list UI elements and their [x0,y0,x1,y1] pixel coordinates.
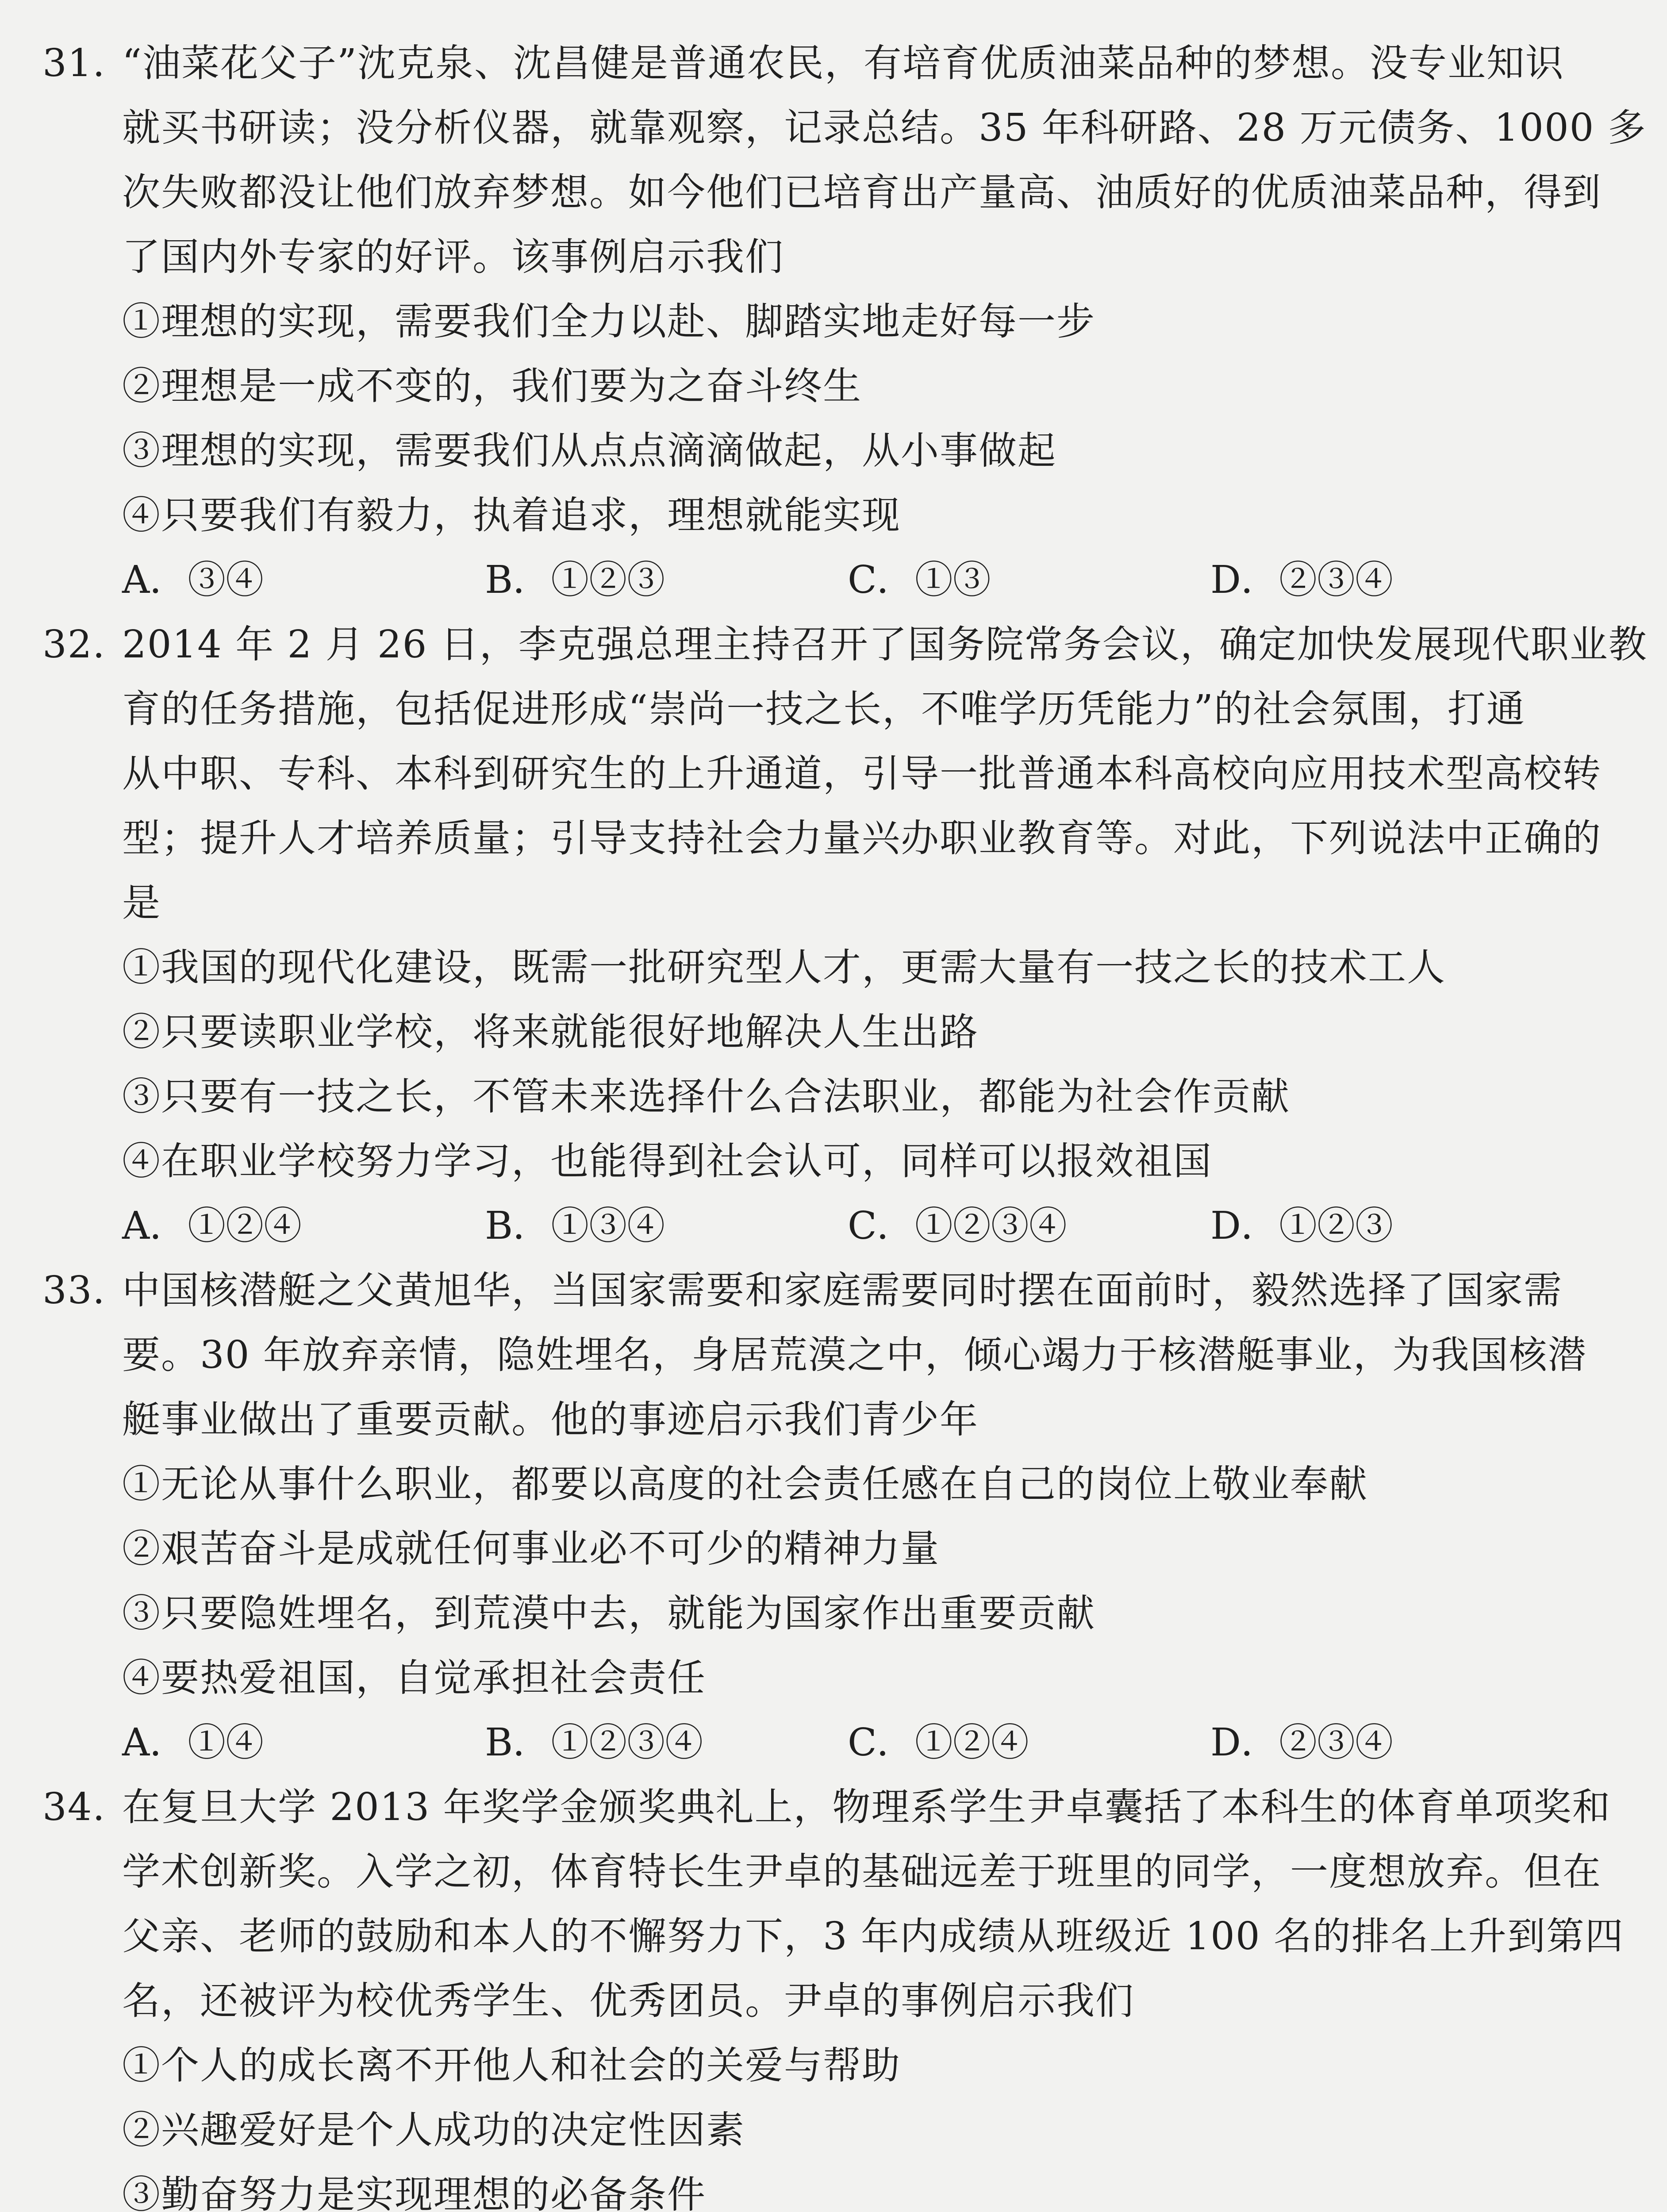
statement: ①理想的实现，需要我们全力以赴、脚踏实地走好每一步 [122,300,1095,344]
question-stem-line: 名，还被评为校优秀学生、优秀团员。尹卓的事例启示我们 [122,1979,1134,2023]
question-stem-line [42,1775,1611,1839]
question-number: 32. [42,622,106,667]
statement: ③勤奋努力是实现理想的必备条件 [122,2173,706,2212]
question-stem-line: 父亲、老师的鼓励和本人的不懈努力下，3 年内成绩从班级近 100 名的排名上升到第四 [122,1914,1624,1959]
question-stem-line [42,612,1648,677]
option-c: C．①②④ [848,1720,1029,1765]
option-d: D．②③④ [1210,1720,1393,1765]
question-34 [42,1775,1624,2212]
stem-text: 2014 年 2 月 26 日，李克强总理主持召开了国务院常务会议，确定加快发展现代职业教 [122,622,1648,667]
option-a: A．③④ [122,558,264,602]
question-33 [42,1258,1591,1775]
question-32 [42,612,1648,1258]
question-stem-line: 就买书研读；没分析仪器，就靠观察，记录总结。35 年科研路、28 万元债务、1000 多 [122,106,1647,150]
statement: ①我国的现代化建设，既需一批研究型人才，更需大量有一技之长的技术工人 [122,945,1446,990]
statement: ①个人的成长离不开他人和社会的关爱与帮助 [122,2043,901,2088]
question-stem-line: 育的任务措施，包括促进形成“崇尚一技之长，不唯学历凭能力”的社会氛围，打通 [122,687,1525,731]
question-number: 33. [42,1268,106,1313]
answer-options [42,1194,1591,1258]
option-b: B．①②③ [485,558,665,602]
option-a: A．①②④ [122,1204,302,1248]
option-d: D．②③④ [1210,558,1393,602]
option-c: C．①③ [848,558,991,602]
question-31 [42,31,1647,612]
option-d: D．①②③ [1210,1204,1393,1248]
option-a: A．①④ [122,1720,264,1765]
statement: ④在职业学校努力学习，也能得到社会认可，同样可以报效祖国 [122,1139,1212,1183]
question-stem-line: 是 [122,881,161,925]
question-stem-line: 型；提升人才培养质量；引导支持社会力量兴办职业教育等。对此，下列说法中正确的 [122,816,1602,860]
statement: ④只要我们有毅力，执着追求，理想就能实现 [122,493,901,538]
question-stem-line: 学术创新奖。入学之初，体育特长生尹卓的基础远差于班里的同学，一度想放弃。但在 [122,1850,1602,1894]
statement: ③只要有一技之长，不管未来选择什么合法职业，都能为社会作贡献 [122,1075,1290,1119]
question-number: 31. [42,41,106,85]
option-b: B．①②③④ [485,1720,703,1765]
question-number: 34. [42,1785,106,1829]
stem-text: “油菜花父子”沈克泉、沈昌健是普通农民，有培育优质油菜品种的梦想。没专业知识 [122,41,1564,85]
question-stem-line: 要。30 年放弃亲情，隐姓埋名，身居荒漠之中，倾心竭力于核潜艇事业，为我国核潜 [122,1333,1587,1377]
answer-options [42,1710,1591,1775]
statement: ②兴趣爱好是个人成功的决定性因素 [122,2108,745,2152]
question-stem-line: 了国内外专家的好评。该事例启示我们 [122,235,784,279]
option-b: B．①③④ [485,1204,665,1248]
statement: ④要热爱祖国，自觉承担社会责任 [122,1656,706,1700]
statement: ③只要隐姓埋名，到荒漠中去，就能为国家作出重要贡献 [122,1591,1095,1636]
question-stem-line [42,31,1591,96]
answer-options [42,548,1591,612]
stem-text: 中国核潜艇之父黄旭华，当国家需要和家庭需要同时摆在面前时，毅然选择了国家需 [122,1268,1563,1313]
statement: ①无论从事什么职业，都要以高度的社会责任感在自己的岗位上敬业奉献 [122,1462,1368,1506]
statement: ②艰苦奋斗是成就任何事业必不可少的精神力量 [122,1527,940,1571]
statement: ②只要读职业学校，将来就能很好地解决人生出路 [122,1010,979,1054]
question-stem-line [42,1258,1591,1323]
statement: ③理想的实现，需要我们从点点滴滴做起，从小事做起 [122,429,1056,473]
option-c: C．①②③④ [848,1204,1067,1248]
statement: ②理想是一成不变的，我们要为之奋斗终生 [122,364,862,408]
question-list [42,31,1648,2212]
question-stem-line: 次失败都没让他们放弃梦想。如今他们已培育出产量高、油质好的优质油菜品种，得到 [122,170,1602,215]
question-stem-line: 从中职、专科、本科到研究生的上升通道，引导一批普通本科高校向应用技术型高校转 [122,752,1602,796]
question-stem-line: 艇事业做出了重要贡献。他的事迹启示我们青少年 [122,1398,979,1442]
stem-text: 在复旦大学 2013 年奖学金颁奖典礼上，物理系学生尹卓囊括了本科生的体育单项奖和 [122,1785,1611,1829]
